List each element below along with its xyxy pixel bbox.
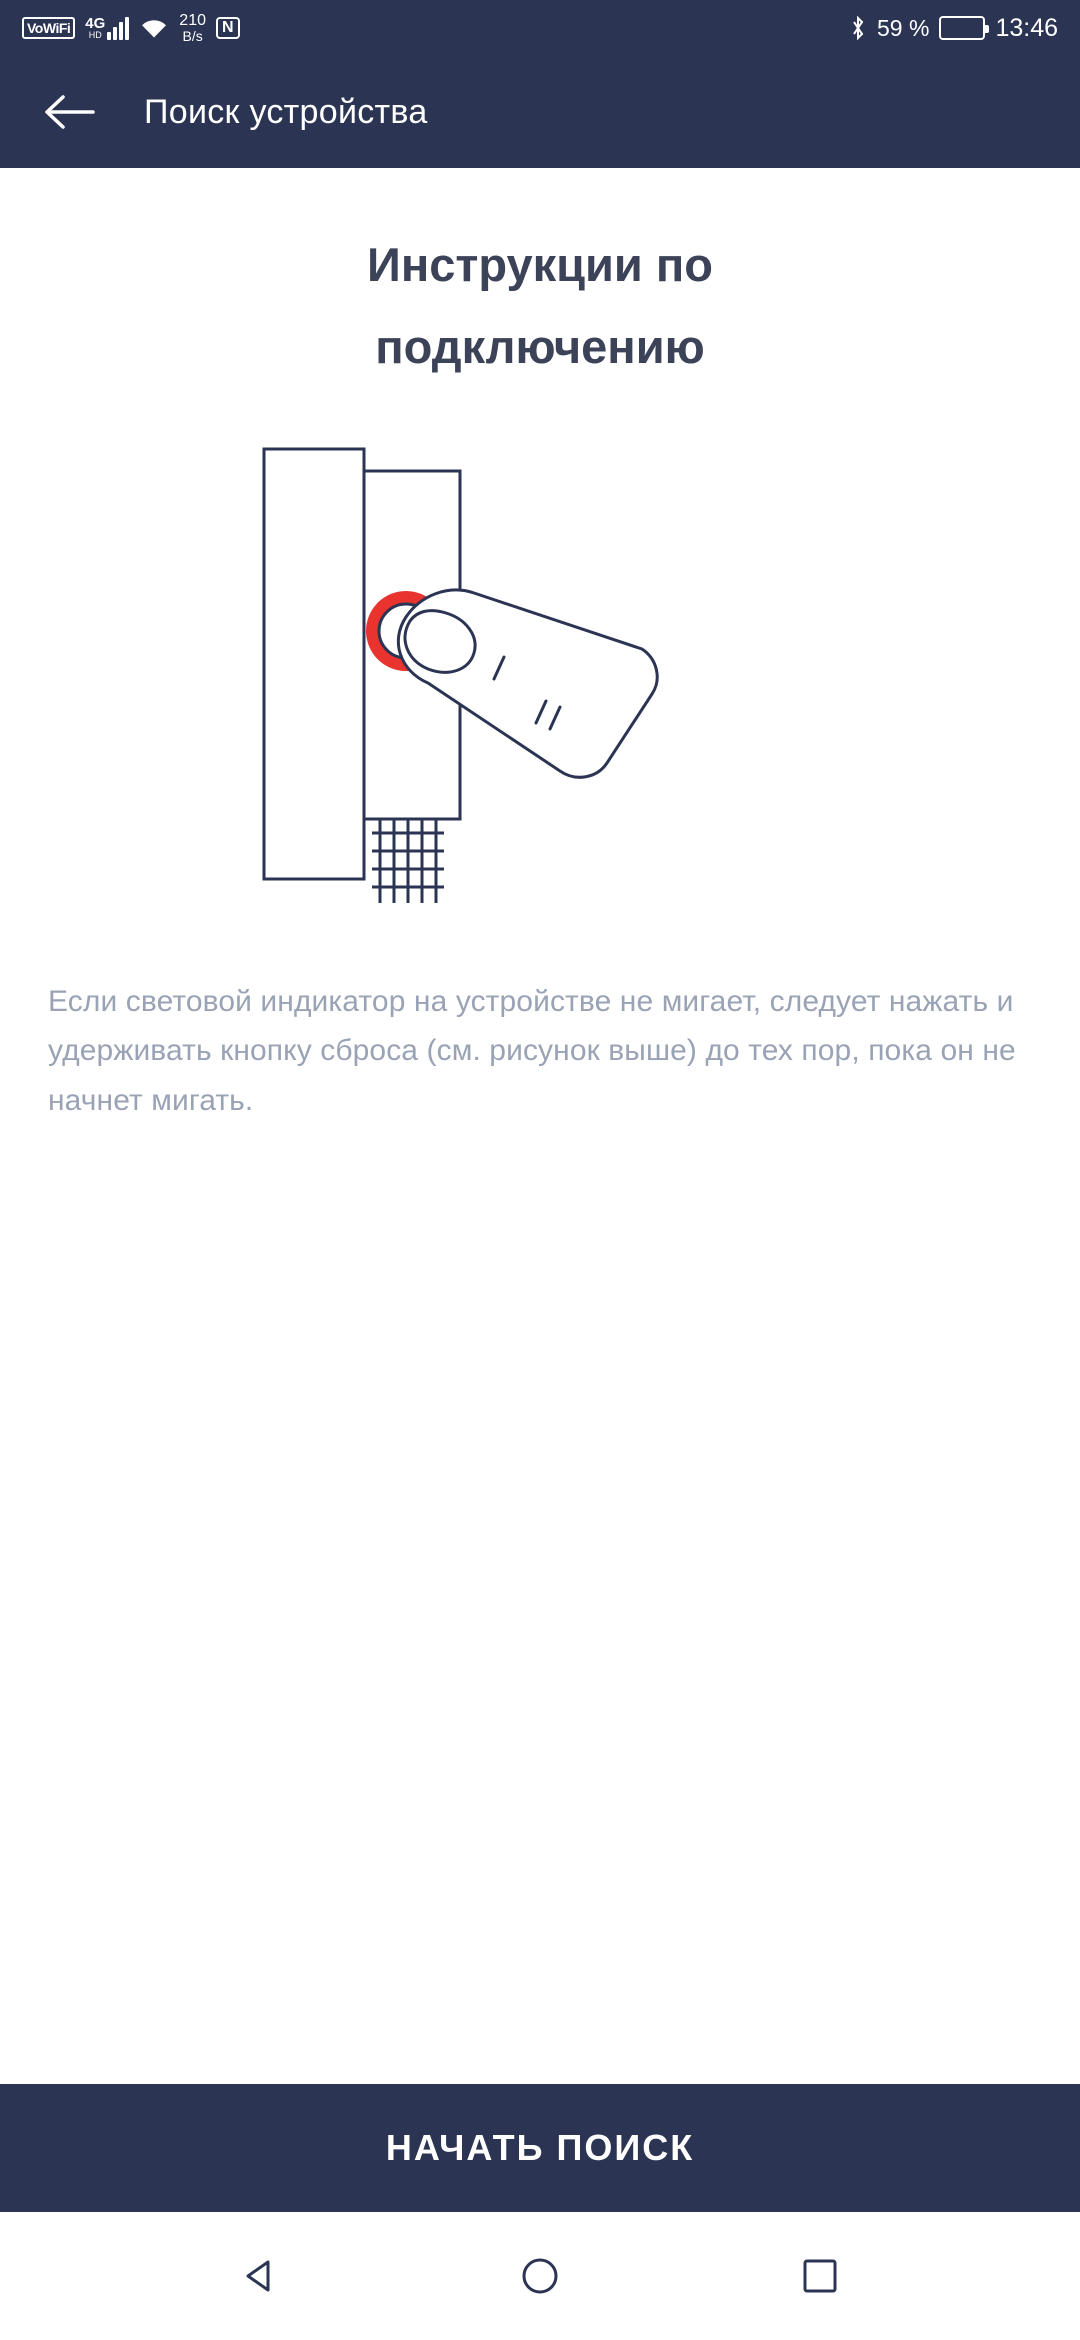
main-content [0, 168, 1080, 2084]
system-navigation-bar [0, 2212, 1080, 2340]
data-speed-indicator: 210 B/s [179, 11, 206, 45]
instruction-text: Если световой индикатор на устройстве не мигает, следует нажать и удерживать кнопку сброса (см. рисунок выше) до тех пор, пока он не начнет мигать. [48, 984, 1016, 1117]
network-type-label: 4G HD [85, 14, 106, 40]
cellular-signal-icon [85, 16, 129, 40]
nav-home-button[interactable] [510, 2246, 570, 2306]
nav-back-button[interactable] [230, 2246, 290, 2306]
app-bar-title: Поиск устройства [144, 92, 428, 131]
device-reset-button-press-illustration [260, 441, 820, 921]
app-bar [0, 56, 1080, 168]
status-bar-left [22, 12, 240, 45]
bluetooth-icon [849, 15, 867, 41]
page-title [48, 168, 1032, 389]
signal-bars-icon [107, 16, 129, 40]
nfc-icon: N [216, 17, 240, 40]
battery-percent-label: 59 % [877, 14, 930, 41]
page-title-line2: подключению [375, 320, 705, 374]
start-search-button[interactable] [0, 2084, 1080, 2212]
arrow-left-icon [43, 92, 95, 132]
back-button[interactable] [40, 83, 98, 141]
battery-icon [939, 16, 985, 40]
wifi-icon [139, 16, 169, 40]
clock-label: 13:46 [995, 13, 1058, 42]
nav-recents-button[interactable] [790, 2246, 850, 2306]
start-search-label: НАЧАТЬ ПОИСК [385, 2127, 695, 2168]
back-triangle-icon [238, 2254, 282, 2298]
page-title-line1: Инструкции по [367, 238, 713, 291]
recents-square-icon [798, 2254, 842, 2298]
status-bar [0, 0, 1080, 56]
status-bar-right [849, 14, 1058, 43]
vowifi-icon: VoWiFi [22, 17, 75, 39]
illustration-container [48, 441, 1032, 921]
home-circle-icon [518, 2254, 562, 2298]
